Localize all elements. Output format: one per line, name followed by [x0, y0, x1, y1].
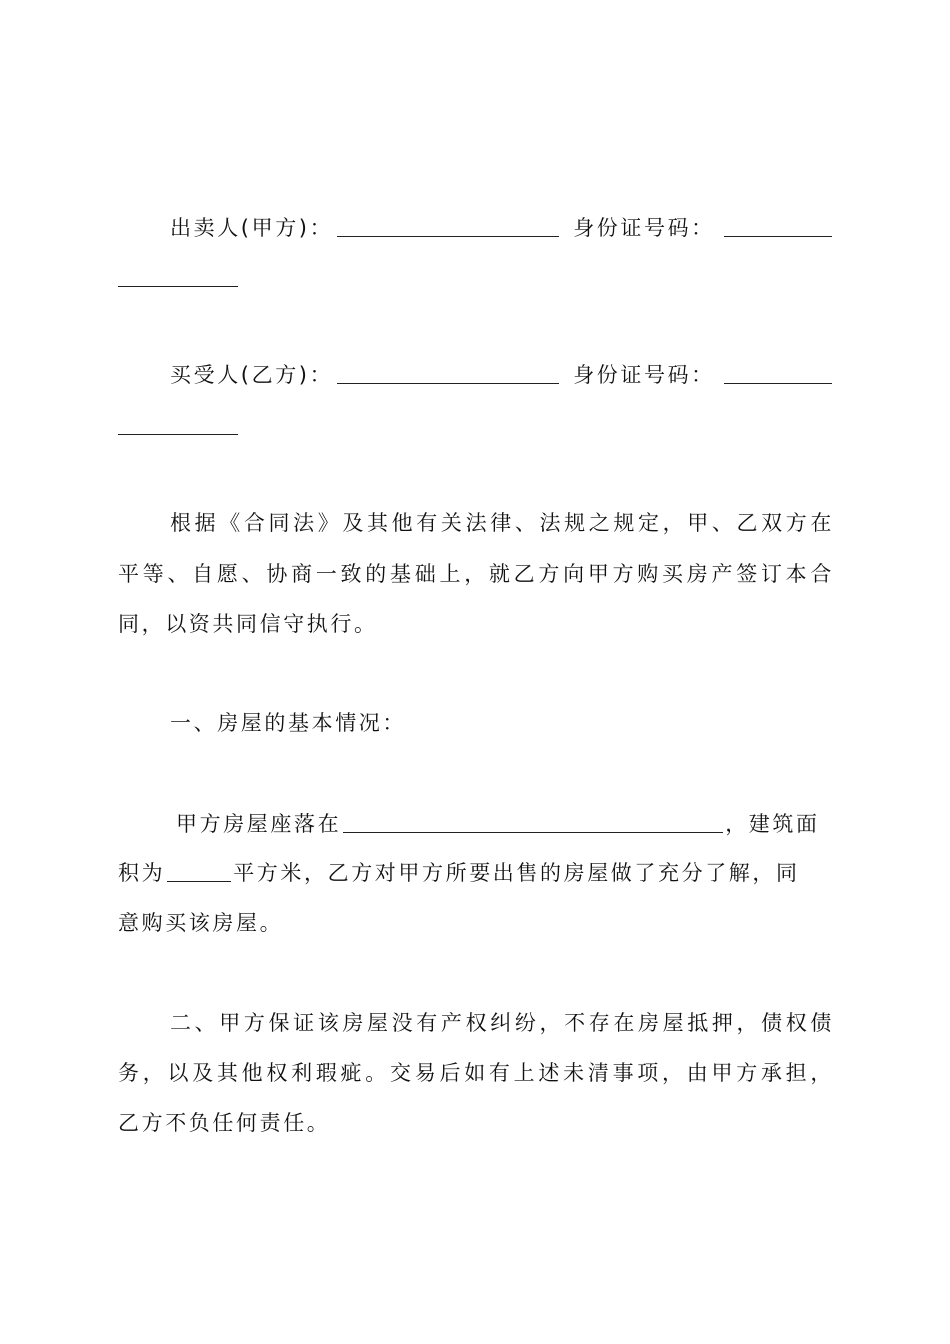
preamble-line-2: 平等、自愿、协商一致的基础上，就乙方向甲方购买房产签订本合 — [118, 562, 834, 586]
buyer-name-blank — [337, 363, 559, 384]
seller-id-blank-part2 — [118, 286, 238, 287]
section2-line-3: 乙方不负任何责任。 — [118, 1111, 331, 1135]
seller-id-label: 身份证号码： — [573, 216, 715, 240]
area-label-start: ，建筑面 — [725, 812, 820, 836]
seller-label: 出卖人(甲方)： — [170, 216, 334, 240]
preamble-line-3: 同，以资共同信守执行。 — [118, 612, 378, 636]
section1-line-1 — [176, 811, 834, 837]
buyer-id-blank-part2 — [118, 434, 238, 435]
section2-line-1: 二、甲方保证该房屋没有产权纠纷，不存在房屋抵押，债权债 — [170, 1011, 834, 1035]
buyer-id-label: 身份证号码： — [573, 363, 715, 387]
preamble-line-1: 根据《合同法》及其他有关法律、法规之规定，甲、乙双方在 — [170, 511, 834, 535]
buyer-label: 买受人(乙方)： — [170, 363, 334, 387]
seller-name-blank — [337, 216, 559, 237]
location-blank — [343, 812, 723, 833]
section1-heading: 一、房屋的基本情况： — [170, 711, 406, 735]
section1-line-3: 意购买该房屋。 — [118, 911, 284, 935]
area-text: 平方米，乙方对甲方所要出售的房屋做了充分了解，同 — [233, 861, 800, 885]
buyer-line — [170, 362, 834, 388]
area-blank — [167, 861, 231, 882]
seller-id-blank-part1 — [724, 236, 832, 237]
buyer-id-blank-part1 — [724, 383, 832, 384]
section2-line-2: 务，以及其他权利瑕疵。交易后如有上述未清事项，由甲方承担， — [118, 1061, 834, 1085]
section1-line-2 — [118, 860, 834, 886]
area-label: 积为 — [118, 861, 166, 885]
seller-line — [170, 215, 834, 241]
location-label: 甲方房屋座落在 — [176, 812, 342, 836]
